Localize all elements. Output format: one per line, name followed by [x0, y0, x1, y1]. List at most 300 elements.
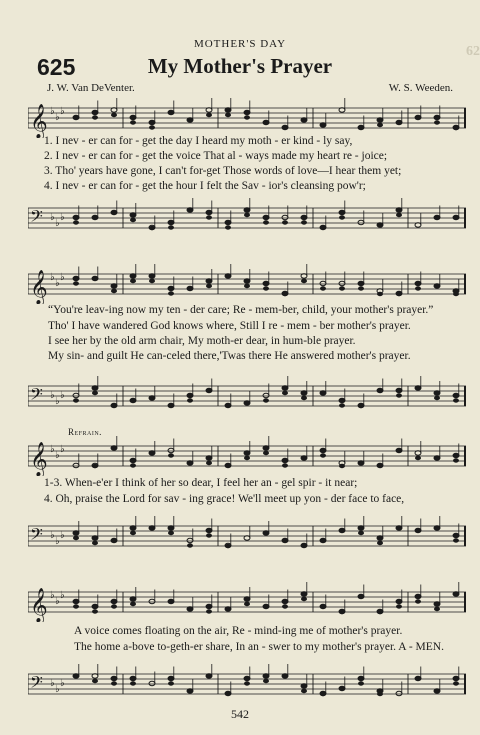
note-head	[282, 391, 288, 395]
note-head	[168, 403, 174, 407]
note-head	[187, 286, 193, 290]
treble-clef-icon: 𝄞	[30, 442, 48, 476]
note-head	[320, 538, 326, 542]
note-head	[282, 125, 288, 129]
note-head	[453, 681, 459, 685]
note-head	[225, 108, 231, 112]
note-head	[73, 393, 79, 397]
note-head	[149, 599, 155, 603]
note-head	[396, 388, 402, 392]
note-head	[92, 110, 98, 114]
note-head	[187, 538, 193, 542]
note-head	[453, 676, 459, 680]
note-head	[244, 597, 250, 601]
note-head	[415, 528, 421, 532]
flat-icon: ♭	[60, 590, 65, 601]
note-head	[244, 681, 250, 685]
note-head	[301, 689, 307, 693]
flat-icon: ♭	[50, 678, 55, 689]
note-head	[320, 453, 326, 457]
note-head	[130, 274, 136, 278]
note-head	[73, 604, 79, 608]
note-head	[415, 223, 421, 227]
note-head	[244, 536, 250, 540]
note-head	[377, 692, 383, 696]
note-head	[92, 386, 98, 390]
note-head	[415, 676, 421, 680]
note-head	[263, 451, 269, 455]
note-head	[111, 446, 117, 450]
note-head	[320, 448, 326, 452]
note-head	[358, 531, 364, 535]
flat-icon: ♭	[50, 590, 55, 601]
note-head	[434, 120, 440, 124]
note-head	[396, 526, 402, 530]
note-head	[111, 108, 117, 112]
treble-staff	[28, 264, 466, 304]
note-head	[92, 679, 98, 683]
note-head	[358, 676, 364, 680]
note-head	[282, 386, 288, 390]
note-head	[263, 281, 269, 285]
note-head	[130, 526, 136, 530]
note-head	[396, 120, 402, 124]
composer-credit: W. S. Weeden.	[388, 82, 453, 94]
note-head	[453, 538, 459, 542]
note-head	[339, 215, 345, 219]
note-head	[206, 284, 212, 288]
note-head	[168, 676, 174, 680]
note-head	[263, 215, 269, 219]
note-head	[453, 393, 459, 397]
note-head	[453, 126, 459, 130]
note-head	[339, 108, 345, 112]
note-head	[168, 291, 174, 295]
note-head	[206, 674, 212, 678]
note-head	[282, 538, 288, 542]
note-head	[225, 113, 231, 117]
note-head	[377, 541, 383, 545]
note-head	[187, 543, 193, 547]
note-head	[206, 388, 212, 392]
note-head	[434, 215, 440, 219]
note-head	[415, 281, 421, 285]
note-head	[301, 456, 307, 460]
note-head	[149, 396, 155, 400]
lyric-line-2: 4. Oh, praise the Lord for sav - ing grace! We'll meet up yon - der face to face,	[44, 493, 405, 505]
note-head	[244, 110, 250, 114]
note-head	[434, 602, 440, 606]
note-head	[434, 284, 440, 288]
note-head	[149, 274, 155, 278]
note-head	[396, 448, 402, 452]
note-head	[358, 681, 364, 685]
note-head	[187, 461, 193, 465]
note-head	[130, 602, 136, 606]
note-head	[187, 393, 193, 397]
lyric-line-2: The home a-bove to-geth-er share, In an - swer to my mother's prayer. A - MEN.	[74, 641, 444, 653]
note-head	[130, 531, 136, 535]
note-head	[149, 526, 155, 530]
note-head	[377, 610, 383, 614]
note-head	[206, 533, 212, 537]
lyric-verse-1: 1. I nev - er can for - get the day I heard my moth - er kind - ly say,	[44, 135, 353, 147]
note-head	[358, 526, 364, 530]
note-head	[377, 118, 383, 122]
note-head	[225, 607, 231, 611]
note-head	[168, 681, 174, 685]
bass-clef-icon: 𝄢	[30, 206, 43, 230]
lyric-verse-4: 4. I nev - er can for - get the hour I felt the Sav - ior's cleansing pow'r;	[44, 180, 366, 192]
note-head	[377, 536, 383, 540]
note-head	[168, 220, 174, 224]
note-head	[130, 218, 136, 222]
note-head	[206, 456, 212, 460]
note-head	[434, 391, 440, 395]
note-head	[130, 676, 136, 680]
lyricist-credit: J. W. Van DeVenter.	[47, 82, 135, 94]
note-head	[415, 594, 421, 598]
note-head	[377, 388, 383, 392]
note-head	[282, 220, 288, 224]
note-head	[282, 463, 288, 467]
note-head	[301, 118, 307, 122]
note-head	[73, 463, 79, 467]
note-head	[73, 276, 79, 280]
note-head	[149, 681, 155, 685]
note-head	[73, 531, 79, 535]
note-head	[434, 607, 440, 611]
note-head	[358, 404, 364, 408]
note-head	[339, 686, 345, 690]
note-head	[92, 115, 98, 119]
hymn-number: 625	[37, 54, 76, 80]
refrain-label: Refrain.	[68, 427, 102, 437]
note-head	[206, 279, 212, 283]
note-head	[415, 386, 421, 390]
note-head	[149, 125, 155, 129]
note-head	[225, 220, 231, 224]
treble-staff	[28, 436, 466, 476]
note-head	[320, 391, 326, 395]
note-head	[434, 396, 440, 400]
note-head	[263, 120, 269, 124]
note-head	[149, 451, 155, 455]
note-head	[339, 281, 345, 285]
note-head	[92, 604, 98, 608]
note-head	[263, 604, 269, 608]
note-head	[168, 225, 174, 229]
note-head	[453, 292, 459, 296]
flat-icon: ♭	[60, 678, 65, 689]
note-head	[149, 120, 155, 124]
note-head	[282, 674, 288, 678]
note-head	[244, 208, 250, 212]
note-head	[358, 220, 364, 224]
note-head	[320, 123, 326, 127]
note-head	[263, 286, 269, 290]
bass-staff	[28, 516, 466, 556]
note-head	[130, 213, 136, 217]
note-head	[225, 225, 231, 229]
note-head	[377, 123, 383, 127]
note-head	[92, 391, 98, 395]
note-head	[282, 599, 288, 603]
note-head	[244, 602, 250, 606]
treble-clef-icon: 𝄞	[30, 588, 48, 622]
note-head	[92, 541, 98, 545]
note-head	[263, 398, 269, 402]
note-head	[396, 208, 402, 212]
note-head	[358, 594, 364, 598]
note-head	[320, 225, 326, 229]
note-head	[130, 463, 136, 467]
note-head	[301, 274, 307, 278]
note-head	[111, 599, 117, 603]
note-head	[225, 403, 231, 407]
note-head	[377, 463, 383, 467]
bass-staff	[28, 664, 466, 704]
note-head	[377, 223, 383, 227]
note-head	[244, 451, 250, 455]
flat-icon: ♭	[55, 396, 60, 407]
note-head	[73, 674, 79, 678]
note-head	[225, 691, 231, 695]
note-head	[168, 448, 174, 452]
note-head	[282, 604, 288, 608]
note-head	[244, 401, 250, 405]
note-head	[396, 599, 402, 603]
note-head	[149, 226, 155, 230]
note-head	[206, 113, 212, 117]
lyric-verse-2: Tho' I have wandered God knows where, Still I re - mem - ber mother's prayer.	[48, 320, 411, 332]
note-head	[92, 276, 98, 280]
bass-staff	[28, 198, 466, 238]
note-head	[206, 528, 212, 532]
note-head	[301, 543, 307, 547]
flat-icon: ♭	[60, 390, 65, 401]
note-head	[92, 674, 98, 678]
flat-icon: ♭	[60, 106, 65, 117]
note-head	[111, 403, 117, 407]
note-head	[339, 403, 345, 407]
note-head	[168, 110, 174, 114]
flat-icon: ♭	[60, 272, 65, 283]
note-head	[206, 461, 212, 465]
flat-icon: ♭	[55, 596, 60, 607]
note-head	[111, 604, 117, 608]
note-head	[320, 604, 326, 608]
flat-icon: ♭	[50, 530, 55, 541]
note-head	[358, 281, 364, 285]
note-head	[339, 464, 345, 468]
note-head	[415, 115, 421, 119]
hymn-title: My Mother's Prayer	[147, 54, 333, 78]
treble-clef-icon: 𝄞	[30, 104, 48, 138]
note-head	[301, 220, 307, 224]
note-head	[92, 609, 98, 613]
note-head	[149, 279, 155, 283]
note-head	[92, 464, 98, 468]
note-head	[415, 599, 421, 603]
note-head	[434, 115, 440, 119]
note-head	[415, 456, 421, 460]
note-head	[92, 215, 98, 219]
note-head	[301, 215, 307, 219]
note-head	[301, 391, 307, 395]
note-head	[130, 681, 136, 685]
note-head	[187, 208, 193, 212]
adjacent-page-edge: 62	[466, 44, 480, 59]
lyric-verse-1: “You're leav-ing now my ten - der care; Re - mem-ber, child, your mother's prayer.”	[48, 304, 434, 316]
note-head	[73, 220, 79, 224]
flat-icon: ♭	[55, 112, 60, 123]
note-head	[358, 125, 364, 129]
note-head	[301, 597, 307, 601]
note-head	[263, 531, 269, 535]
note-head	[301, 592, 307, 596]
note-head	[111, 681, 117, 685]
note-head	[396, 393, 402, 397]
note-head	[130, 398, 136, 402]
lyric-verse-3: I see her by the old arm chair, My moth-er dear, in hum-ble prayer.	[48, 335, 356, 347]
treble-staff	[28, 98, 466, 138]
note-head	[206, 609, 212, 613]
note-head	[263, 446, 269, 450]
note-head	[130, 120, 136, 124]
lyric-verse-4: My sin- and guilt He can-celed there,'Twas there He answered mother's prayer.	[48, 350, 411, 362]
flat-icon: ♭	[60, 444, 65, 455]
note-head	[168, 599, 174, 603]
flat-icon: ♭	[55, 450, 60, 461]
note-head	[225, 544, 231, 548]
note-head	[111, 113, 117, 117]
note-head	[168, 526, 174, 530]
note-head	[282, 458, 288, 462]
note-head	[244, 284, 250, 288]
treble-clef-icon: 𝄞	[30, 270, 48, 304]
lyric-verse-2: 2. I nev - er can for - get the voice That al - ways made my heart re - joice;	[44, 150, 388, 162]
bass-clef-icon: 𝄢	[30, 384, 43, 408]
note-head	[225, 463, 231, 467]
note-head	[263, 220, 269, 224]
note-head	[168, 286, 174, 290]
flat-icon: ♭	[55, 218, 60, 229]
note-head	[415, 286, 421, 290]
lyric-line-1: A voice comes floating on the air, Re - mind-ing me of mother's prayer.	[74, 625, 403, 637]
note-head	[339, 610, 345, 614]
note-head	[92, 536, 98, 540]
lyric-line-1: 1-3. When-e'er I think of her so dear, I feel her an - gel spir - it near;	[44, 477, 358, 489]
flat-icon: ♭	[50, 106, 55, 117]
treble-staff	[28, 582, 466, 622]
note-head	[453, 398, 459, 402]
note-head	[111, 538, 117, 542]
flat-icon: ♭	[50, 272, 55, 283]
note-head	[453, 458, 459, 462]
note-head	[358, 461, 364, 465]
note-head	[320, 692, 326, 696]
bass-clef-icon: 𝄢	[30, 672, 43, 696]
note-head	[339, 286, 345, 290]
note-head	[244, 213, 250, 217]
bass-staff	[28, 376, 466, 416]
note-head	[453, 592, 459, 596]
note-head	[73, 281, 79, 285]
flat-icon: ♭	[60, 212, 65, 223]
note-head	[339, 528, 345, 532]
note-head	[263, 674, 269, 678]
note-head	[396, 604, 402, 608]
note-head	[111, 210, 117, 214]
note-head	[73, 215, 79, 219]
note-head	[73, 115, 79, 119]
note-head	[244, 279, 250, 283]
note-head	[282, 215, 288, 219]
note-head	[396, 691, 402, 695]
note-head	[187, 118, 193, 122]
note-head	[301, 396, 307, 400]
note-head	[301, 279, 307, 283]
note-head	[111, 676, 117, 680]
flat-icon: ♭	[60, 530, 65, 541]
note-head	[263, 679, 269, 683]
note-head	[187, 689, 193, 693]
note-head	[168, 531, 174, 535]
note-head	[206, 210, 212, 214]
note-head	[244, 456, 250, 460]
note-head	[206, 215, 212, 219]
note-head	[320, 286, 326, 290]
flat-icon: ♭	[55, 278, 60, 289]
flat-icon: ♭	[55, 536, 60, 547]
note-head	[130, 279, 136, 283]
note-head	[396, 213, 402, 217]
note-head	[225, 274, 231, 278]
note-head	[244, 676, 250, 680]
note-head	[415, 451, 421, 455]
note-head	[263, 393, 269, 397]
note-head	[244, 115, 250, 119]
note-head	[187, 398, 193, 402]
flat-icon: ♭	[50, 390, 55, 401]
note-head	[73, 536, 79, 540]
note-head	[453, 533, 459, 537]
bass-clef-icon: 𝄢	[30, 524, 43, 548]
note-head	[453, 453, 459, 457]
note-head	[434, 526, 440, 530]
note-head	[377, 292, 383, 296]
note-head	[111, 284, 117, 288]
note-head	[358, 286, 364, 290]
note-head	[339, 210, 345, 214]
note-head	[73, 398, 79, 402]
note-head	[453, 215, 459, 219]
note-head	[130, 597, 136, 601]
lyric-verse-3: 3. Tho' years have gone, I can't for-get Those words of love—I hear them yet;	[44, 165, 402, 177]
flat-icon: ♭	[55, 684, 60, 695]
category-heading: MOTHER'S DAY	[193, 38, 287, 50]
flat-icon: ♭	[50, 212, 55, 223]
note-head	[206, 604, 212, 608]
note-head	[130, 458, 136, 462]
note-head	[73, 599, 79, 603]
note-head	[168, 453, 174, 457]
note-head	[301, 684, 307, 688]
page-number: 542	[231, 707, 249, 721]
note-head	[206, 108, 212, 112]
note-head	[434, 689, 440, 693]
